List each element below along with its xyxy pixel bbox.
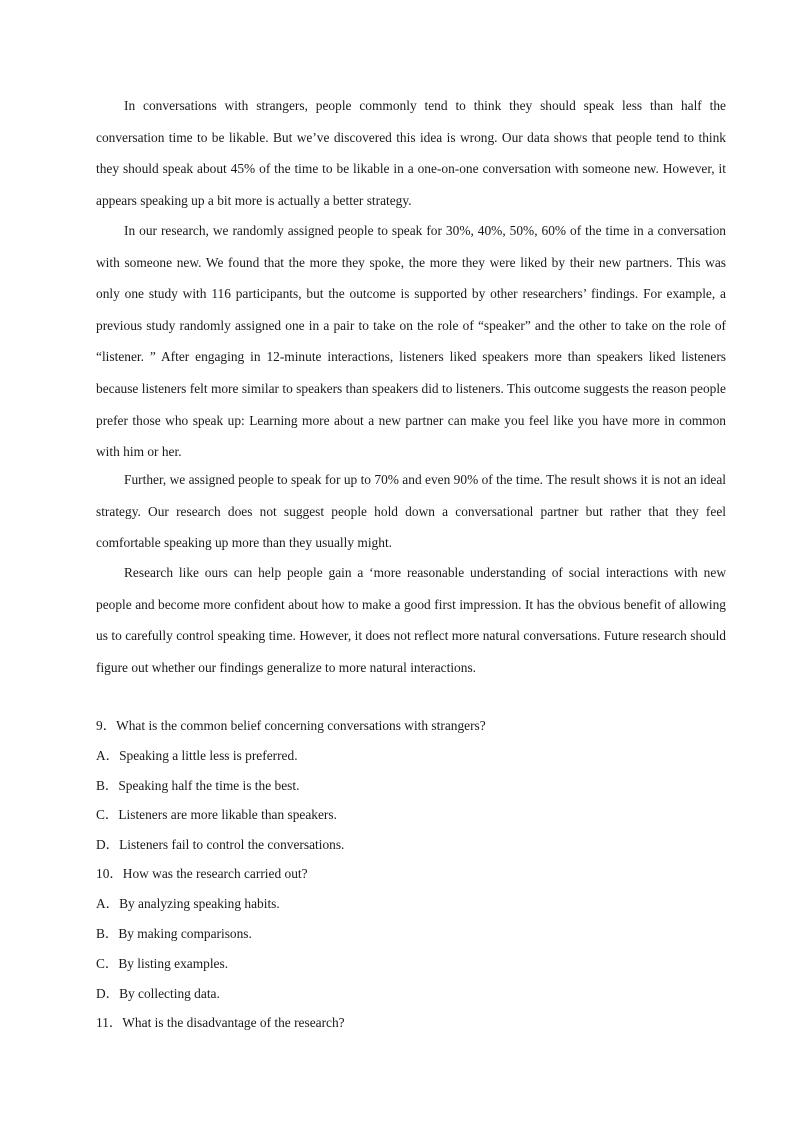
option-letter: A．: [96, 896, 120, 911]
question-number: 9．: [96, 718, 117, 733]
option-text: By analyzing speaking habits.: [119, 896, 280, 911]
question-9-option-c: [96, 804, 736, 826]
question-9-option-b: [96, 775, 736, 797]
passage-paragraph-4: Research like ours can help people gain a ‘more reasonable understanding of social interactions with new people and become more confident about how to make a good first impression. It has the obvious benefit of allowing us to carefully control speaking time. However, it does not reflect more natural conversations. Future research should figure out whether our findings generalize to more natural interactions.: [96, 565, 726, 675]
option-letter: B．: [96, 778, 119, 793]
question-number: 11．: [96, 1015, 123, 1030]
question-10-option-c: [96, 953, 736, 975]
option-letter: A．: [96, 748, 120, 763]
question-10-option-b: [96, 923, 736, 945]
question-text: What is the common belief concerning conversations with strangers?: [116, 718, 486, 733]
option-text: Listeners are more likable than speakers.: [118, 807, 337, 822]
passage-paragraph-2: In our research, we randomly assigned people to speak for 30%, 40%, 50%, 60% of the time in a conversation with someone new. We found that the more they spoke, the more they were liked by their new partners. This was only one study with 116 participants, but the outcome is supported by other researchers’ findings. For example, a previous study randomly assigned one in a pair to take on the role of “speaker” and the other to take on the role of “listener. ” After engaging in 12-minute interactions, listeners liked speakers more than speakers liked listeners because listeners felt more similar to speakers than speakers did to listeners. This outcome suggests the reason people prefer those who speak up: Learning more about a new partner can make you feel like you have more in common with him or her.: [96, 223, 726, 460]
option-text: By collecting data.: [119, 986, 220, 1001]
question-9-option-a: [96, 745, 736, 767]
option-letter: C．: [96, 956, 119, 971]
question-10-stem: [96, 863, 736, 885]
option-text: By making comparisons.: [118, 926, 252, 941]
option-letter: D．: [96, 986, 120, 1001]
question-9-option-d: [96, 834, 736, 856]
option-letter: C．: [96, 807, 119, 822]
option-text: Speaking half the time is the best.: [118, 778, 300, 793]
question-10-option-d: [96, 983, 736, 1005]
option-text: Speaking a little less is preferred.: [119, 748, 298, 763]
option-letter: D．: [96, 837, 120, 852]
question-10-option-a: [96, 893, 736, 915]
option-letter: B．: [96, 926, 119, 941]
option-text: By listing examples.: [118, 956, 229, 971]
question-number: 10．: [96, 866, 123, 881]
passage-paragraph-1: In conversations with strangers, people commonly tend to think they should speak less than half the conversation time to be likable. But we’ve discovered this idea is wrong. Our data shows that people tend to think they should speak about 45% of the time to be likable in a one-on-one conversation with someone new. However, it appears speaking up a bit more is actually a better strategy.: [96, 98, 726, 208]
question-text: What is the disadvantage of the research?: [122, 1015, 345, 1030]
question-9-stem: [96, 715, 736, 737]
passage-paragraph-3: Further, we assigned people to speak for up to 70% and even 90% of the time. The result shows it is not an ideal strategy. Our research does not suggest people hold down a conversational partner but rather that they feel comfortable speaking up more than they usually might.: [96, 472, 726, 551]
question-11-stem: [96, 1012, 736, 1034]
question-text: How was the research carried out?: [122, 866, 308, 881]
option-text: Listeners fail to control the conversations.: [119, 837, 345, 852]
